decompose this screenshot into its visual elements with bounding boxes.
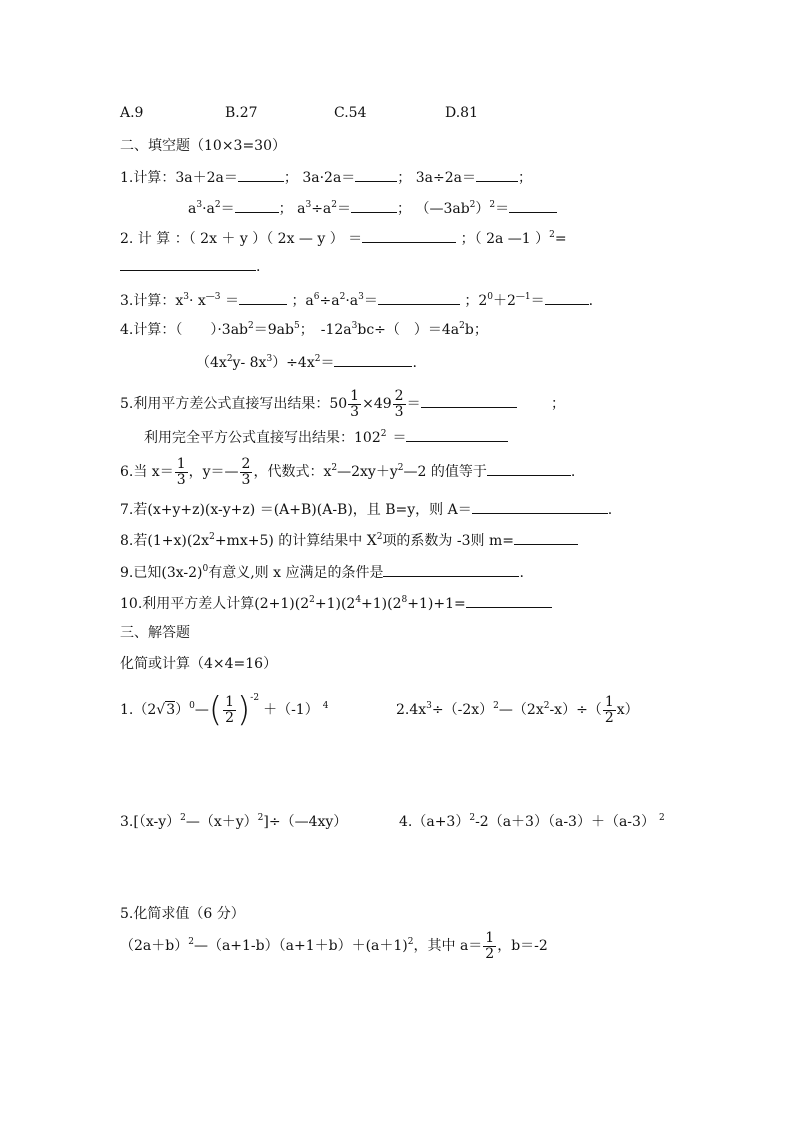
fraction: $\frac{1}{2}$ bbox=[225, 693, 235, 726]
question-10: 10.利用平方差人计算$(2+1)(2^2+1)(2^4+1)(2^8+1)+1=$ bbox=[120, 593, 552, 614]
problem-3: $3.[(x-y)^2—(x+y)^2]\div(—4xy)$ bbox=[120, 813, 348, 830]
problem-4: $4.(a+3)^2-2(a+3)(a-3)+(a-3)$ $^2$ bbox=[399, 813, 665, 830]
blank[interactable] bbox=[466, 593, 552, 608]
fraction: $\frac{1}{2}$ bbox=[604, 693, 614, 726]
problem-1: $1.(2√3)^0—$( $\frac{1}{2}$ )$^{-2}$＋（-1） $^4$ bbox=[120, 690, 329, 730]
question-6: 6.当 x＝ $\frac{1}{3}$ ，y＝— $\frac{2}{3}$ ，代数式：$x^2—2xy+y^2—2$ 的值等于 . bbox=[120, 455, 576, 488]
blank[interactable] bbox=[235, 198, 279, 213]
question-3: 3.计算：$x^3\cdot x^{—3}$ ＝ ；$a^6\div a^2\cdot a^3=$ ；$2^0+2^{—1}=$ . bbox=[120, 292, 594, 309]
blank[interactable] bbox=[509, 198, 557, 213]
blank[interactable] bbox=[383, 562, 519, 577]
blank[interactable] bbox=[476, 167, 518, 182]
question-1-line-2: $a^3\cdot a^2=$ ； $a^3\div a^2=$ ； $(—3ab^2)^2=$ bbox=[188, 198, 557, 219]
fraction: $\frac{2}{3}$ bbox=[394, 387, 404, 420]
question-1-line-1: 1.计算：3a＋2a＝ ； 3a·2a＝ ； 3a÷2a＝ ； bbox=[120, 167, 532, 188]
blank[interactable] bbox=[487, 461, 571, 476]
blank[interactable] bbox=[406, 427, 508, 442]
blank[interactable] bbox=[238, 167, 284, 182]
blank[interactable] bbox=[421, 393, 517, 408]
blank[interactable] bbox=[545, 290, 589, 305]
section-2-title: 二、填空题（10×3=30） bbox=[120, 138, 286, 154]
blank[interactable] bbox=[378, 290, 460, 305]
option-a: A.9 bbox=[120, 105, 144, 121]
question-4-line-1: 4.计算：（ ）$\cdot 3ab^2=9ab^5$； $-12a^3bc\div$（ ）$=4a^2b$； bbox=[120, 321, 488, 338]
option-b: B.27 bbox=[225, 105, 258, 121]
blank[interactable] bbox=[351, 198, 397, 213]
blank[interactable] bbox=[239, 290, 287, 305]
blank[interactable] bbox=[514, 530, 578, 545]
problem-5-title: 5.化简求值（6 分） bbox=[120, 906, 245, 922]
question-5-line-2: 利用完全平方公式直接写出结果：$102^2$ ＝ bbox=[144, 427, 508, 448]
blank[interactable] bbox=[334, 352, 412, 367]
question-2-line-1: 2. 计 算 ：（ 2x ＋ y ）（ 2x — y ） ＝ ；（ 2a —1 ）$^2$= bbox=[120, 230, 567, 247]
section-3-title: 三、解答题 bbox=[120, 625, 190, 641]
sqrt-sign: √ bbox=[156, 702, 166, 718]
question-9: 9.已知$(3x-2)^0$有意义,则 x 应满足的条件是 . bbox=[120, 564, 524, 581]
option-d: D.81 bbox=[445, 105, 478, 121]
question-4-line-2: （$4x^2y-$ $8x^3)\div 4x^2=$ . bbox=[196, 354, 417, 371]
blank[interactable] bbox=[120, 256, 256, 271]
question-8: 8.若$(1+x)(2x^2+mx+5)$ 的计算结果中 $X^2$项的系数为 -3则 m= bbox=[120, 530, 578, 551]
question-2-line-2: . bbox=[120, 256, 260, 277]
fraction: $\frac{2}{3}$ bbox=[241, 455, 251, 488]
option-c: C.54 bbox=[334, 105, 367, 121]
fraction: $\frac{1}{3}$ bbox=[176, 455, 186, 488]
question-5-line-1: 5.利用平方差公式直接写出结果：50 $\frac{1}{3}$ ×49 $\frac{2}{3}$ ＝ ； bbox=[120, 387, 566, 420]
blank[interactable] bbox=[355, 167, 397, 182]
question-7: 7.若(x+y+z)(x-y+z) ＝(A+B)(A-B)，且 B=y，则 A＝ . bbox=[120, 499, 612, 520]
problem-2: $2.4x^3\div(-2x)^2—(2x^2-x)\div$（ $\frac{1}{2}$ x） bbox=[396, 693, 639, 726]
problem-5-expression: $(2a+b)^2—(a+1-b)(a+1+b)+(a+1)^2$，其中 a＝ $\frac{1}{2}$ ，b＝-2 bbox=[120, 929, 548, 962]
section-3-subtitle: 化简或计算（4×4=16） bbox=[120, 656, 278, 672]
blank[interactable] bbox=[362, 228, 456, 243]
blank[interactable] bbox=[472, 499, 608, 514]
fraction: $\frac{1}{2}$ bbox=[485, 929, 495, 962]
fraction: $\frac{1}{3}$ bbox=[350, 387, 360, 420]
